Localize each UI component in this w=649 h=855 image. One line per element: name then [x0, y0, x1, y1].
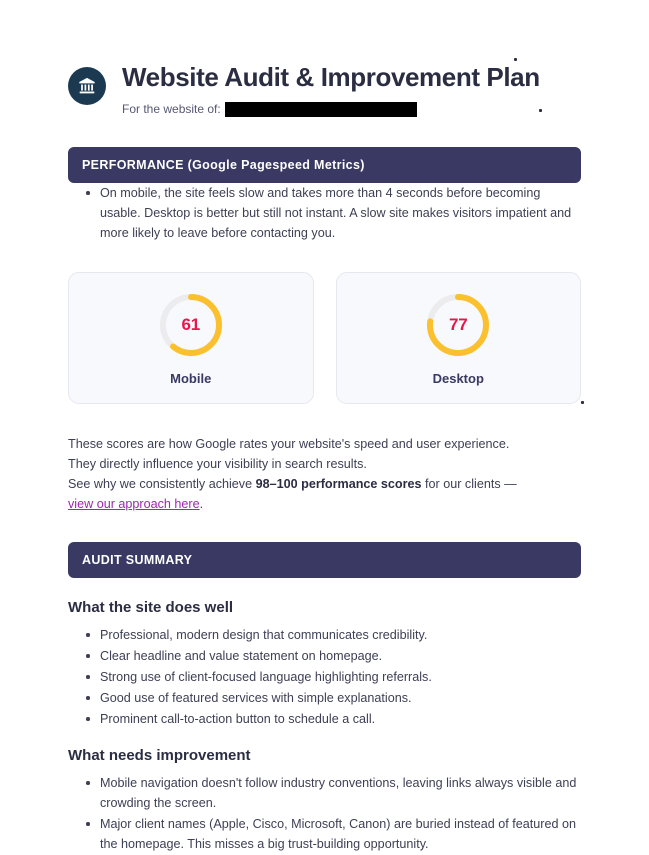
subheading-needs-improvement: What needs improvement: [68, 747, 251, 764]
performance-bullet-list: [68, 183, 581, 243]
list-item: Prominent call-to-action button to schedule a call.: [86, 709, 581, 729]
artifact-dot: [581, 401, 584, 404]
list-item: Good use of featured services with simple explanations.: [86, 688, 581, 708]
score-label-desktop: Desktop: [432, 371, 484, 386]
gauge-desktop: [423, 290, 493, 360]
view-approach-link[interactable]: view our approach here: [68, 497, 200, 511]
score-label-mobile: Mobile: [170, 371, 212, 386]
gauge-value-desktop: 77: [448, 315, 468, 334]
gauge-value-mobile: 61: [181, 315, 200, 334]
gauge-mobile: [156, 290, 226, 360]
artifact-dot: [514, 58, 517, 61]
redacted-website-name: [225, 102, 417, 117]
performance-scores-highlight: 98–100 performance scores: [255, 477, 422, 491]
page-title: Website Audit & Improvement Plan: [122, 62, 540, 92]
list-item: Clear headline and value statement on homepage.: [86, 646, 581, 666]
list-item: Professional, modern design that communicates credibility.: [86, 625, 581, 645]
section-header-audit-summary: AUDIT SUMMARY: [68, 542, 581, 578]
explanation-prefix: See why we consistently achieve: [68, 477, 256, 491]
explanation-line-1: These scores are how Google rates your website's speed and user experience.: [68, 437, 510, 451]
list-item: Strong use of client-focused language highlighting referrals.: [86, 667, 581, 687]
pagespeed-score-row: [68, 272, 581, 404]
does-well-list: [68, 625, 581, 729]
explanation-line-4: [68, 494, 581, 514]
list-item: Mobile navigation doesn't follow industry conventions, leaving links always visible and crowding the screen.: [86, 773, 581, 813]
needs-improvement-list: [68, 773, 581, 854]
explanation-line-3: [68, 474, 581, 494]
section-header-performance: PERFORMANCE (Google Pagespeed Metrics): [68, 147, 581, 183]
audit-summary-section: [68, 542, 581, 854]
list-item: On mobile, the site feels slow and takes more than 4 seconds before becoming usable. Desktop is better but still not instant. A slow site makes visitors impatient and more likely to leave before contacting you.: [86, 183, 581, 243]
artifact-dot: [539, 109, 542, 112]
explanation-period: .: [199, 497, 204, 511]
header-text-block: [122, 62, 581, 117]
score-card-desktop: [336, 272, 582, 404]
score-card-mobile: [68, 272, 314, 404]
website-subtitle: [122, 101, 581, 117]
list-item: Major client names (Apple, Cisco, Microsoft, Canon) are buried instead of featured on the homepage. This misses a big trust-building opportunity.: [86, 814, 581, 854]
document-header: [68, 0, 581, 117]
pagespeed-explanation: [68, 434, 581, 514]
subheading-does-well: What the site does well: [68, 599, 234, 616]
explanation-suffix: for our clients —: [421, 477, 517, 491]
document-content: [68, 0, 581, 855]
explanation-line-2: They directly influence your visibility in search results.: [68, 457, 367, 471]
bank-building-icon: [68, 67, 106, 105]
website-subtitle-label: For the website of:: [122, 102, 221, 116]
